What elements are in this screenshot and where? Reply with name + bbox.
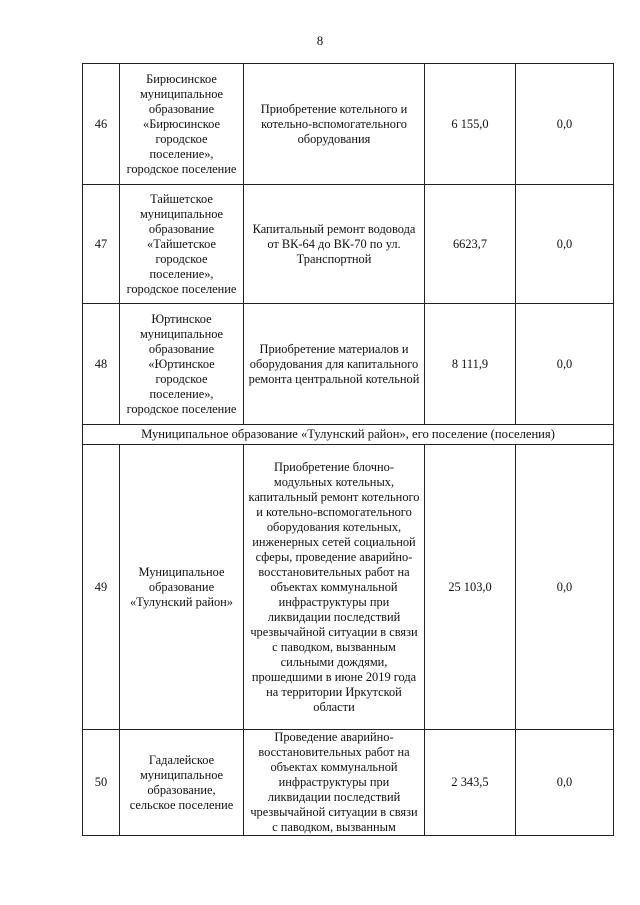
section-header-row [83, 425, 614, 445]
table-row [83, 445, 614, 730]
section-title: Муниципальное образование «Тулунский район», его поселение (поселения) [83, 425, 614, 445]
other-value: 0,0 [516, 304, 614, 425]
amount-value: 2 343,5 [425, 730, 516, 836]
other-value: 0,0 [516, 445, 614, 730]
activity-text: Проведение аварийно-восстановительных работ на объектах коммунальной инфраструктуры при ликвидации последствий чрезвычайной ситуации в связи с паводком, вызванным [250, 730, 418, 834]
activity-description [244, 730, 425, 836]
municipality-name: Юртинское муниципальное образование «Юртинское городское поселение», городское поселение [120, 304, 244, 425]
activity-description: Приобретение котельного и котельно-вспомогательного оборудования [244, 64, 425, 185]
row-number: 50 [83, 730, 120, 836]
page-number: 8 [316, 33, 324, 48]
activity-description: Приобретение блочно-модульных котельных, капитальный ремонт котельного и котельно-вспомогательного оборудования котельных, инженерных сетей социальной сферы, проведение аварийно-восстановительных работ на объектах коммунальной инфраструктуры при ликвидации последствий чрезвычайной ситуации в связи с паводком, вызванным сильными дождями, прошедшими в июне 2019 года на территории Иркутской области [244, 445, 425, 730]
table-row [83, 185, 614, 304]
activity-description: Приобретение материалов и оборудования для капитального ремонта центральной котельной [244, 304, 425, 425]
row-number: 46 [83, 64, 120, 185]
activity-description: Капитальный ремонт водовода от ВК-64 до ВК-70 по ул. Транспортной [244, 185, 425, 304]
table-row [83, 64, 614, 185]
amount-value: 25 103,0 [425, 445, 516, 730]
other-value: 0,0 [516, 730, 614, 836]
municipality-name: Бирюсинское муниципальное образование «Бирюсинское городское поселение», городское поселение [120, 64, 244, 185]
row-number: 47 [83, 185, 120, 304]
municipality-name: Тайшетское муниципальное образование «Тайшетское городское поселение», городское поселение [120, 185, 244, 304]
table-row [83, 730, 614, 836]
municipality-name: Гадалейское муниципальное образование, сельское поселение [120, 730, 244, 836]
row-number: 49 [83, 445, 120, 730]
municipality-name: Муниципальное образование «Тулунский район» [120, 445, 244, 730]
other-value: 0,0 [516, 64, 614, 185]
other-value: 0,0 [516, 185, 614, 304]
amount-value: 6 155,0 [425, 64, 516, 185]
table-row [83, 304, 614, 425]
amount-value: 8 111,9 [425, 304, 516, 425]
amount-value: 6623,7 [425, 185, 516, 304]
allocation-table [82, 63, 614, 836]
row-number: 48 [83, 304, 120, 425]
